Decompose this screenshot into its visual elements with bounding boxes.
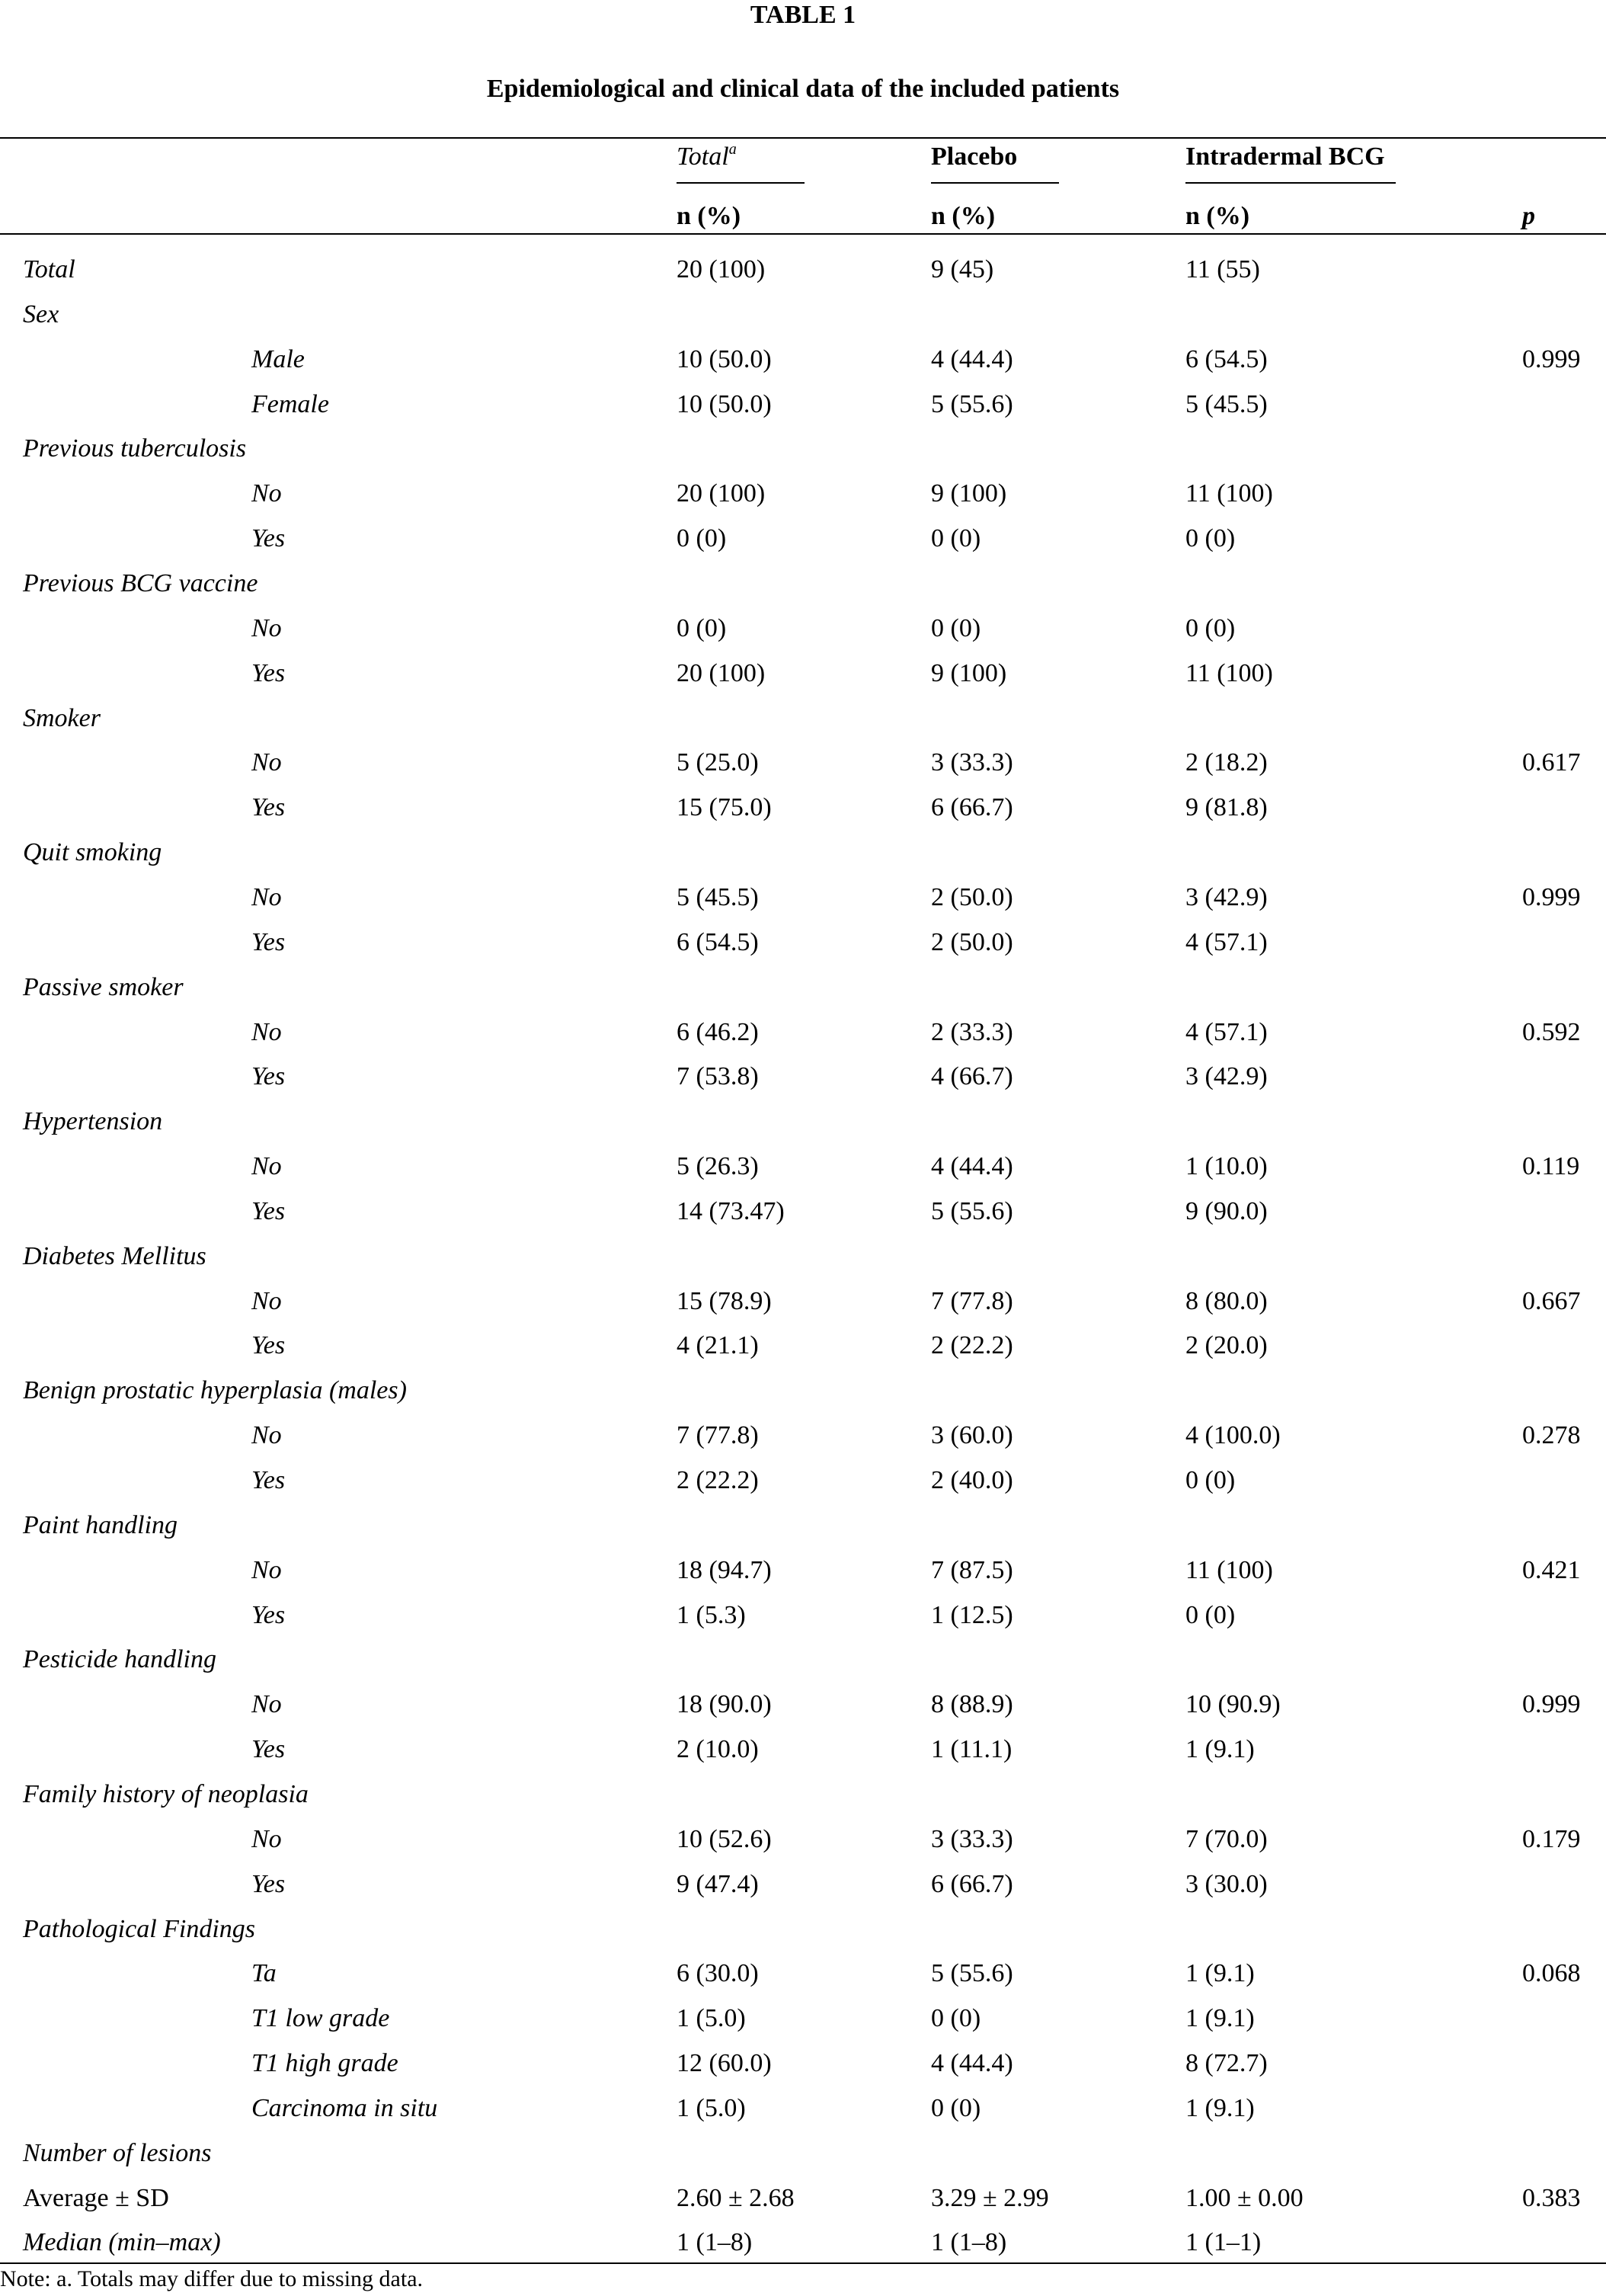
cell-placebo: 4 (66.7): [931, 1062, 1013, 1091]
table-row: [0, 1600, 1606, 1645]
row-label: Pesticide handling: [23, 1645, 217, 1674]
table-row: [0, 1062, 1606, 1106]
row-label: No: [251, 479, 282, 508]
row-label: Yes: [251, 1331, 286, 1360]
cell-placebo: 1 (1–8): [931, 2228, 1007, 2257]
row-label: Yes: [251, 1062, 286, 1091]
row-label: Female: [251, 389, 329, 418]
table-row: [0, 1465, 1606, 1510]
header-placebo: Placebo: [931, 142, 1018, 171]
row-label: Average ± SD: [23, 2183, 169, 2212]
row-label: Carcinoma in situ: [251, 2093, 438, 2122]
cell-placebo: 0 (0): [931, 613, 981, 642]
cell-p-value: 0.119: [1522, 1152, 1580, 1180]
cell-total: 4 (21.1): [677, 1331, 759, 1360]
row-label: No: [251, 1286, 282, 1315]
cell-intradermal-bcg: 2 (18.2): [1185, 748, 1268, 777]
table-row: [0, 1869, 1606, 1914]
cell-total: 10 (50.0): [677, 389, 772, 418]
cell-intradermal-bcg: 0 (0): [1185, 613, 1236, 642]
cell-placebo: 3 (33.3): [931, 1824, 1013, 1853]
cell-total: 6 (30.0): [677, 1959, 759, 1988]
row-label: Total: [23, 255, 75, 283]
cell-total: 6 (54.5): [677, 927, 759, 956]
cell-placebo: 4 (44.4): [931, 344, 1013, 373]
row-label: Yes: [251, 658, 286, 687]
cell-intradermal-bcg: 3 (42.9): [1185, 1062, 1268, 1091]
cell-total: 9 (47.4): [677, 1869, 759, 1898]
header-underline-total: [677, 182, 805, 184]
cell-total: 2 (22.2): [677, 1466, 759, 1494]
table-row: [0, 703, 1606, 748]
table-row: [0, 1510, 1606, 1555]
header-n-total: n (%): [677, 202, 741, 230]
cell-intradermal-bcg: 1 (9.1): [1185, 1959, 1255, 1988]
table-row: [0, 2003, 1606, 2048]
cell-placebo: 4 (44.4): [931, 2049, 1013, 2077]
row-label: Hypertension: [23, 1107, 163, 1136]
cell-intradermal-bcg: 7 (70.0): [1185, 1824, 1268, 1853]
cell-placebo: 3.29 ± 2.99: [931, 2183, 1049, 2212]
cell-placebo: 2 (50.0): [931, 882, 1013, 911]
row-label: Yes: [251, 927, 286, 956]
cell-placebo: 9 (100): [931, 658, 1007, 687]
cell-total: 20 (100): [677, 658, 766, 687]
table-row: [0, 524, 1606, 568]
cell-intradermal-bcg: 4 (57.1): [1185, 1017, 1268, 1046]
cell-intradermal-bcg: 11 (55): [1185, 255, 1260, 283]
cell-placebo: 0 (0): [931, 2093, 981, 2122]
cell-placebo: 2 (33.3): [931, 1017, 1013, 1046]
cell-total: 20 (100): [677, 479, 766, 508]
row-label: Yes: [251, 1600, 286, 1629]
cell-p-value: 0.667: [1522, 1286, 1581, 1315]
cell-p-value: 0.999: [1522, 882, 1581, 911]
cell-total: 1 (5.0): [677, 2004, 746, 2033]
header-total: Total$^a$: [677, 141, 737, 171]
row-label: Smoker: [23, 703, 101, 732]
table-row: [0, 1644, 1606, 1689]
table-row: [0, 1914, 1606, 1959]
table-row: [0, 1734, 1606, 1779]
table-row: [0, 972, 1606, 1017]
row-label: Ta: [251, 1959, 277, 1988]
cell-total: 20 (100): [677, 255, 766, 283]
table-row: [0, 568, 1606, 613]
cell-p-value: 0.592: [1522, 1017, 1581, 1046]
cell-intradermal-bcg: 1.00 ± 0.00: [1185, 2183, 1304, 2212]
cell-placebo: 5 (55.6): [931, 389, 1013, 418]
table-row: [0, 837, 1606, 882]
cell-total: 14 (73.47): [677, 1196, 785, 1225]
cell-total: 7 (53.8): [677, 1062, 759, 1091]
cell-total: 5 (26.3): [677, 1152, 759, 1180]
cell-intradermal-bcg: 0 (0): [1185, 1466, 1236, 1494]
cell-placebo: 7 (77.8): [931, 1286, 1013, 1315]
table-row: [0, 1196, 1606, 1241]
row-label: T1 high grade: [251, 2049, 398, 2077]
cell-placebo: 6 (66.7): [931, 1869, 1013, 1898]
row-label: Family history of neoplasia: [23, 1779, 309, 1808]
row-label: Number of lesions: [23, 2138, 212, 2167]
row-label: Yes: [251, 1869, 286, 1898]
table-note: Note: a. Totals may differ due to missing data.: [0, 2266, 424, 2291]
cell-intradermal-bcg: 2 (20.0): [1185, 1331, 1268, 1360]
cell-placebo: 6 (66.7): [931, 793, 1013, 822]
cell-total: 1 (5.0): [677, 2093, 746, 2122]
cell-placebo: 9 (45): [931, 255, 994, 283]
cell-placebo: 3 (60.0): [931, 1421, 1013, 1450]
cell-total: 18 (90.0): [677, 1690, 772, 1719]
row-label: Male: [251, 344, 305, 373]
cell-total: 15 (75.0): [677, 793, 772, 822]
cell-placebo: 5 (55.6): [931, 1959, 1013, 1988]
row-label: Benign prostatic hyperplasia (males): [23, 1376, 407, 1405]
cell-intradermal-bcg: 11 (100): [1185, 1555, 1273, 1584]
row-label: No: [251, 613, 282, 642]
table-row: [0, 793, 1606, 837]
cell-total: 10 (50.0): [677, 344, 772, 373]
table-row: [0, 344, 1606, 389]
cell-p-value: 0.999: [1522, 344, 1581, 373]
row-label: Yes: [251, 1466, 286, 1494]
row-label: Sex: [23, 299, 59, 328]
cell-intradermal-bcg: 6 (54.5): [1185, 344, 1268, 373]
table-row: [0, 2093, 1606, 2138]
cell-p-value: 0.068: [1522, 1959, 1581, 1988]
cell-intradermal-bcg: 4 (100.0): [1185, 1421, 1281, 1450]
cell-total: 6 (46.2): [677, 1017, 759, 1046]
cell-total: 1 (5.3): [677, 1600, 746, 1629]
table-row: [0, 2048, 1606, 2093]
cell-intradermal-bcg: 1 (10.0): [1185, 1152, 1268, 1180]
cell-total: 2 (10.0): [677, 1735, 759, 1764]
cell-total: 0 (0): [677, 524, 727, 553]
row-label: No: [251, 1824, 282, 1853]
cell-p-value: 0.999: [1522, 1690, 1581, 1719]
cell-intradermal-bcg: 1 (1–1): [1185, 2228, 1262, 2257]
cell-placebo: 7 (87.5): [931, 1555, 1013, 1584]
cell-intradermal-bcg: 5 (45.5): [1185, 389, 1268, 418]
header-n-placebo: n (%): [931, 202, 996, 230]
row-label: Yes: [251, 1735, 286, 1764]
row-label: Median (min–max): [23, 2228, 221, 2257]
cell-intradermal-bcg: 11 (100): [1185, 479, 1273, 508]
table-row: [0, 299, 1606, 344]
cell-intradermal-bcg: 8 (80.0): [1185, 1286, 1268, 1315]
table-row: [0, 434, 1606, 479]
table-row: [0, 658, 1606, 703]
cell-placebo: 5 (55.6): [931, 1196, 1013, 1225]
cell-placebo: 2 (22.2): [931, 1331, 1013, 1360]
table-row: [0, 1375, 1606, 1420]
cell-p-value: 0.179: [1522, 1824, 1581, 1853]
header-underline-placebo: [931, 182, 1059, 184]
cell-total: 12 (60.0): [677, 2049, 772, 2077]
cell-placebo: 2 (50.0): [931, 927, 1013, 956]
cell-intradermal-bcg: 3 (42.9): [1185, 882, 1268, 911]
cell-placebo: 0 (0): [931, 2004, 981, 2033]
row-label: No: [251, 1152, 282, 1180]
table-title: Epidemiological and clinical data of the included patients: [486, 75, 1120, 103]
cell-placebo: 3 (33.3): [931, 748, 1013, 777]
cell-total: 2.60 ± 2.68: [677, 2183, 795, 2212]
row-label: No: [251, 1690, 282, 1719]
cell-intradermal-bcg: 11 (100): [1185, 658, 1273, 687]
table-row: [0, 1017, 1606, 1062]
cell-intradermal-bcg: 0 (0): [1185, 524, 1236, 553]
cell-total: 10 (52.6): [677, 1824, 772, 1853]
table-row: [0, 1824, 1606, 1869]
cell-intradermal-bcg: 1 (9.1): [1185, 2093, 1255, 2122]
cell-placebo: 0 (0): [931, 524, 981, 553]
table-row: [0, 1958, 1606, 2003]
table-row: [0, 1106, 1606, 1151]
cell-placebo: 9 (100): [931, 479, 1007, 508]
row-label: Yes: [251, 793, 286, 822]
cell-p-value: 0.278: [1522, 1421, 1581, 1450]
table-row: [0, 1241, 1606, 1286]
row-label: Quit smoking: [23, 838, 162, 867]
row-label: Previous BCG vaccine: [23, 569, 258, 597]
row-label: Pathological Findings: [23, 1914, 256, 1943]
row-label: Previous tuberculosis: [23, 434, 247, 463]
cell-total: 7 (77.8): [677, 1421, 759, 1450]
row-label: Passive smoker: [23, 972, 184, 1001]
table-row: [0, 1331, 1606, 1375]
cell-intradermal-bcg: 9 (90.0): [1185, 1196, 1268, 1225]
header-p-value: p: [1522, 202, 1535, 230]
cell-p-value: 0.421: [1522, 1555, 1581, 1584]
header-rule: [0, 233, 1606, 235]
table-row: [0, 882, 1606, 927]
table-row: [0, 2138, 1606, 2183]
row-label: No: [251, 1017, 282, 1046]
table-row: [0, 1779, 1606, 1824]
top-rule: [0, 137, 1606, 139]
cell-placebo: 1 (12.5): [931, 1600, 1013, 1629]
row-label: No: [251, 882, 282, 911]
cell-intradermal-bcg: 0 (0): [1185, 1600, 1236, 1629]
table-row: [0, 2183, 1606, 2228]
cell-p-value: 0.383: [1522, 2183, 1581, 2212]
row-label: No: [251, 1555, 282, 1584]
cell-intradermal-bcg: 10 (90.9): [1185, 1690, 1281, 1719]
row-label: No: [251, 1421, 282, 1450]
cell-intradermal-bcg: 9 (81.8): [1185, 793, 1268, 822]
cell-total: 5 (45.5): [677, 882, 759, 911]
table-row: [0, 479, 1606, 524]
cell-intradermal-bcg: 8 (72.7): [1185, 2049, 1268, 2077]
cell-intradermal-bcg: 4 (57.1): [1185, 927, 1268, 956]
cell-placebo: 2 (40.0): [931, 1466, 1013, 1494]
table-label: TABLE 1: [750, 1, 856, 29]
row-label: Paint handling: [23, 1510, 178, 1539]
row-label: T1 low grade: [251, 2004, 390, 2033]
cell-placebo: 8 (88.9): [931, 1690, 1013, 1719]
table-row: [0, 748, 1606, 793]
table-row: [0, 613, 1606, 658]
cell-intradermal-bcg: 3 (30.0): [1185, 1869, 1268, 1898]
table-row: [0, 927, 1606, 972]
table-row: [0, 1151, 1606, 1196]
cell-total: 5 (25.0): [677, 748, 759, 777]
bottom-rule: [0, 2262, 1606, 2264]
cell-intradermal-bcg: 1 (9.1): [1185, 2004, 1255, 2033]
cell-intradermal-bcg: 1 (9.1): [1185, 1735, 1255, 1764]
cell-total: 15 (78.9): [677, 1286, 772, 1315]
table-row: [0, 1286, 1606, 1331]
cell-total: 0 (0): [677, 613, 727, 642]
table-row: [0, 1420, 1606, 1465]
cell-total: 18 (94.7): [677, 1555, 772, 1584]
cell-p-value: 0.617: [1522, 748, 1581, 777]
header-intradermal-bcg: Intradermal BCG: [1185, 142, 1385, 171]
header-underline-bcg: [1185, 182, 1396, 184]
row-label: No: [251, 748, 282, 777]
row-label: Yes: [251, 1196, 286, 1225]
table-row: [0, 255, 1606, 299]
cell-placebo: 4 (44.4): [931, 1152, 1013, 1180]
row-label: Diabetes Mellitus: [23, 1241, 206, 1270]
header-n-bcg: n (%): [1185, 202, 1250, 230]
cell-total: 1 (1–8): [677, 2228, 753, 2257]
table-row: [0, 389, 1606, 434]
cell-placebo: 1 (11.1): [931, 1735, 1013, 1764]
table-row: [0, 1555, 1606, 1600]
row-label: Yes: [251, 524, 286, 553]
table-row: [0, 1689, 1606, 1734]
